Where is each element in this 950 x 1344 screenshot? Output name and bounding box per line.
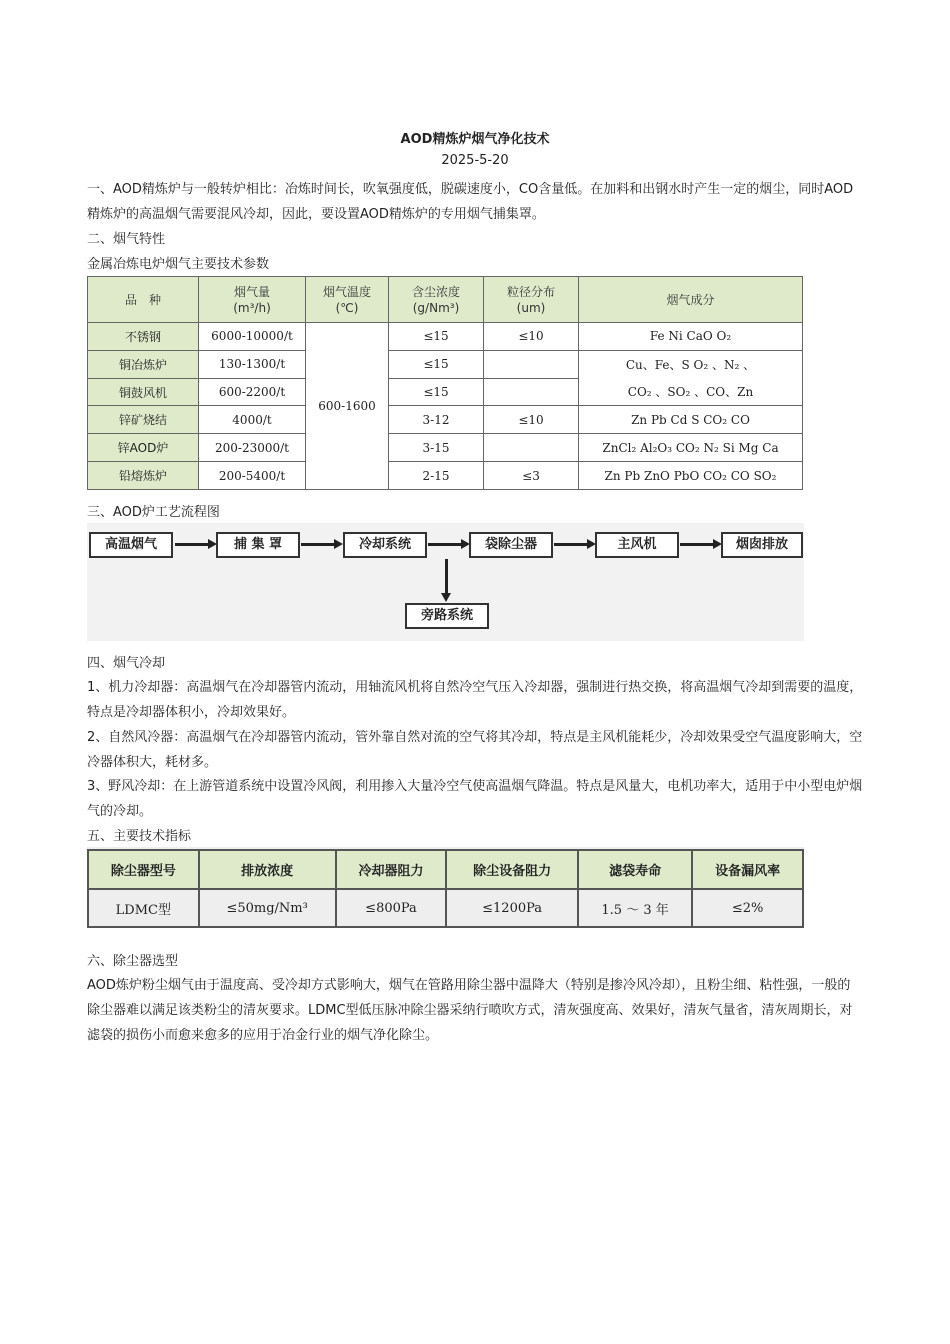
spec-header: 滤袋寿命 xyxy=(578,850,692,889)
row-kind: 锌矿烧结 xyxy=(88,406,199,434)
header-composition: 烟气成分 xyxy=(579,277,803,323)
flow-node-hot-gas: 高温烟气 xyxy=(89,532,173,558)
row-composition: ZnCl₂ Al₂O₃ CO₂ N₂ Si Mg Ca xyxy=(579,434,803,462)
flow-node-hood: 捕 集 罩 xyxy=(216,532,300,558)
flow-arrow-icon xyxy=(175,543,209,546)
header-temperature: 烟气温度 (℃) xyxy=(306,277,389,323)
flow-node-chimney: 烟囱排放 xyxy=(721,532,803,558)
row-particle: ≤10 xyxy=(484,406,579,434)
spec-value: ≤2% xyxy=(692,889,803,927)
table-header-row xyxy=(88,850,803,889)
row-dust: ≤15 xyxy=(389,378,484,406)
document-title: AOD精炼炉烟气净化技术 xyxy=(400,132,550,147)
section-3-heading: 三、AOD炉工艺流程图 xyxy=(87,505,220,520)
table-row xyxy=(88,406,803,434)
header-dust: 含尘浓度 (g/Nm³) xyxy=(389,277,484,323)
row-composition: Zn Pb Cd S CO₂ CO xyxy=(579,406,803,434)
row-kind: 铜鼓风机 xyxy=(88,378,199,406)
row-particle xyxy=(484,434,579,462)
row-composition: Cu、Fe、S O₂ 、N₂ 、 xyxy=(579,350,803,378)
flow-arrow-icon xyxy=(301,543,335,546)
table-row xyxy=(88,378,803,406)
flow-down-arrow-icon xyxy=(445,559,448,594)
spec-header: 排放浓度 xyxy=(199,850,336,889)
document-date: 2025-5-20 xyxy=(441,153,509,168)
row-composition: CO₂ 、SO₂ 、CO、Zn xyxy=(579,378,803,406)
process-flow-diagram xyxy=(87,523,804,641)
section-2-heading: 二、烟气特性 xyxy=(87,232,166,247)
section-4-heading: 四、烟气冷却 xyxy=(87,656,166,671)
row-dust: 3-12 xyxy=(389,406,484,434)
flow-arrow-icon xyxy=(554,543,588,546)
spec-header: 除尘器型号 xyxy=(88,850,199,889)
row-volume: 200-23000/t xyxy=(199,434,306,462)
table-row xyxy=(88,350,803,378)
section-6-heading: 六、除尘器选型 xyxy=(87,954,179,969)
spec-header: 除尘设备阻力 xyxy=(446,850,578,889)
section-5-heading: 五、主要技术指标 xyxy=(87,829,192,844)
header-particle: 粒径分布 (um) xyxy=(484,277,579,323)
row-volume: 600-2200/t xyxy=(199,378,306,406)
row-composition: Fe Ni CaO O₂ xyxy=(579,323,803,351)
flow-node-bypass: 旁路系统 xyxy=(405,603,489,629)
flow-arrow-icon xyxy=(428,543,462,546)
table-row xyxy=(88,434,803,462)
spec-value: ≤50mg/Nm³ xyxy=(199,889,336,927)
flue-gas-parameter-table xyxy=(87,276,803,490)
table1-caption: 金属冶炼电炉烟气主要技术参数 xyxy=(87,257,270,272)
technical-specs-table xyxy=(87,849,804,928)
flow-node-baghouse: 袋除尘器 xyxy=(469,532,553,558)
row-particle: ≤10 xyxy=(484,323,579,351)
intro-paragraph: 一、AOD精炼炉与一般转炉相比：冶炼时间长，吹氧强度低，脱碳速度小，CO含量低。在加料和出钢水时产生一定的烟尘，同时AOD精炼炉的高温烟气需要混风冷却，因此，要设置AOD精炼炉的专用烟气捕集罩。 xyxy=(87,182,854,222)
table-header-row xyxy=(88,277,803,323)
row-volume: 130-1300/t xyxy=(199,350,306,378)
flow-node-cooling: 冷却系统 xyxy=(343,532,427,558)
row-kind: 锌AOD炉 xyxy=(88,434,199,462)
flow-node-main-fan: 主风机 xyxy=(595,532,679,558)
cooling-method-1: 1、机力冷却器：高温烟气在冷却器管内流动，用轴流风机将自然冷空气压入冷却器，强制进行热交换，将高温烟气冷却到需要的温度，特点是冷却器体积小，冷却效果好。 xyxy=(87,680,863,720)
flow-arrow-icon xyxy=(680,543,714,546)
spec-value: 1.5 ～ 3 年 xyxy=(578,889,692,927)
row-dust: ≤15 xyxy=(389,323,484,351)
header-volume: 烟气量 (m³/h) xyxy=(199,277,306,323)
row-composition: Zn Pb ZnO PbO CO₂ CO SO₂ xyxy=(579,462,803,490)
cooling-method-3: 3、野风冷却：在上游管道系统中设置冷风阀，利用掺入大量冷空气使高温烟气降温。特点是风量大，电机功率大，适用于中小型电炉烟气的冷却。 xyxy=(87,779,863,819)
row-particle xyxy=(484,350,579,378)
row-volume: 200-5400/t xyxy=(199,462,306,490)
row-dust: ≤15 xyxy=(389,350,484,378)
merged-temperature: 600-1600 xyxy=(306,323,389,490)
row-kind: 铅熔炼炉 xyxy=(88,462,199,490)
row-volume: 4000/t xyxy=(199,406,306,434)
spec-value: ≤800Pa xyxy=(336,889,447,927)
spec-header: 设备漏风率 xyxy=(692,850,803,889)
row-kind: 不锈钢 xyxy=(88,323,199,351)
table-row xyxy=(88,323,803,351)
table-row xyxy=(88,889,803,927)
row-particle: ≤3 xyxy=(484,462,579,490)
row-volume: 6000-10000/t xyxy=(199,323,306,351)
spec-value: LDMC型 xyxy=(88,889,199,927)
header-kind: 品 种 xyxy=(88,277,199,323)
spec-header: 冷却器阻力 xyxy=(336,850,447,889)
section-6-paragraph: AOD炼炉粉尘烟气由于温度高、受冷却方式影响大，烟气在管路用除尘器中温降大（特别是掺冷风冷却），且粉尘细、粘性强，一般的除尘器难以满足该类粉尘的清灰要求。LDMC型低压脉冲除尘器采纳行喷吹方式，清灰强度高、效果好，清灰气量省，清灰周期长，对滤袋的损伤小而愈来愈多的应用于冶金行业的烟气净化除尘。 xyxy=(87,978,853,1043)
row-dust: 2-15 xyxy=(389,462,484,490)
row-kind: 铜冶炼炉 xyxy=(88,350,199,378)
table-row xyxy=(88,462,803,490)
spec-value: ≤1200Pa xyxy=(446,889,578,927)
cooling-method-2: 2、自然风冷器：高温烟气在冷却器管内流动，管外靠自然对流的空气将其冷却，特点是主风机能耗少，冷却效果受空气温度影响大，空冷器体积大，耗材多。 xyxy=(87,730,863,770)
row-particle xyxy=(484,378,579,406)
row-dust: 3-15 xyxy=(389,434,484,462)
